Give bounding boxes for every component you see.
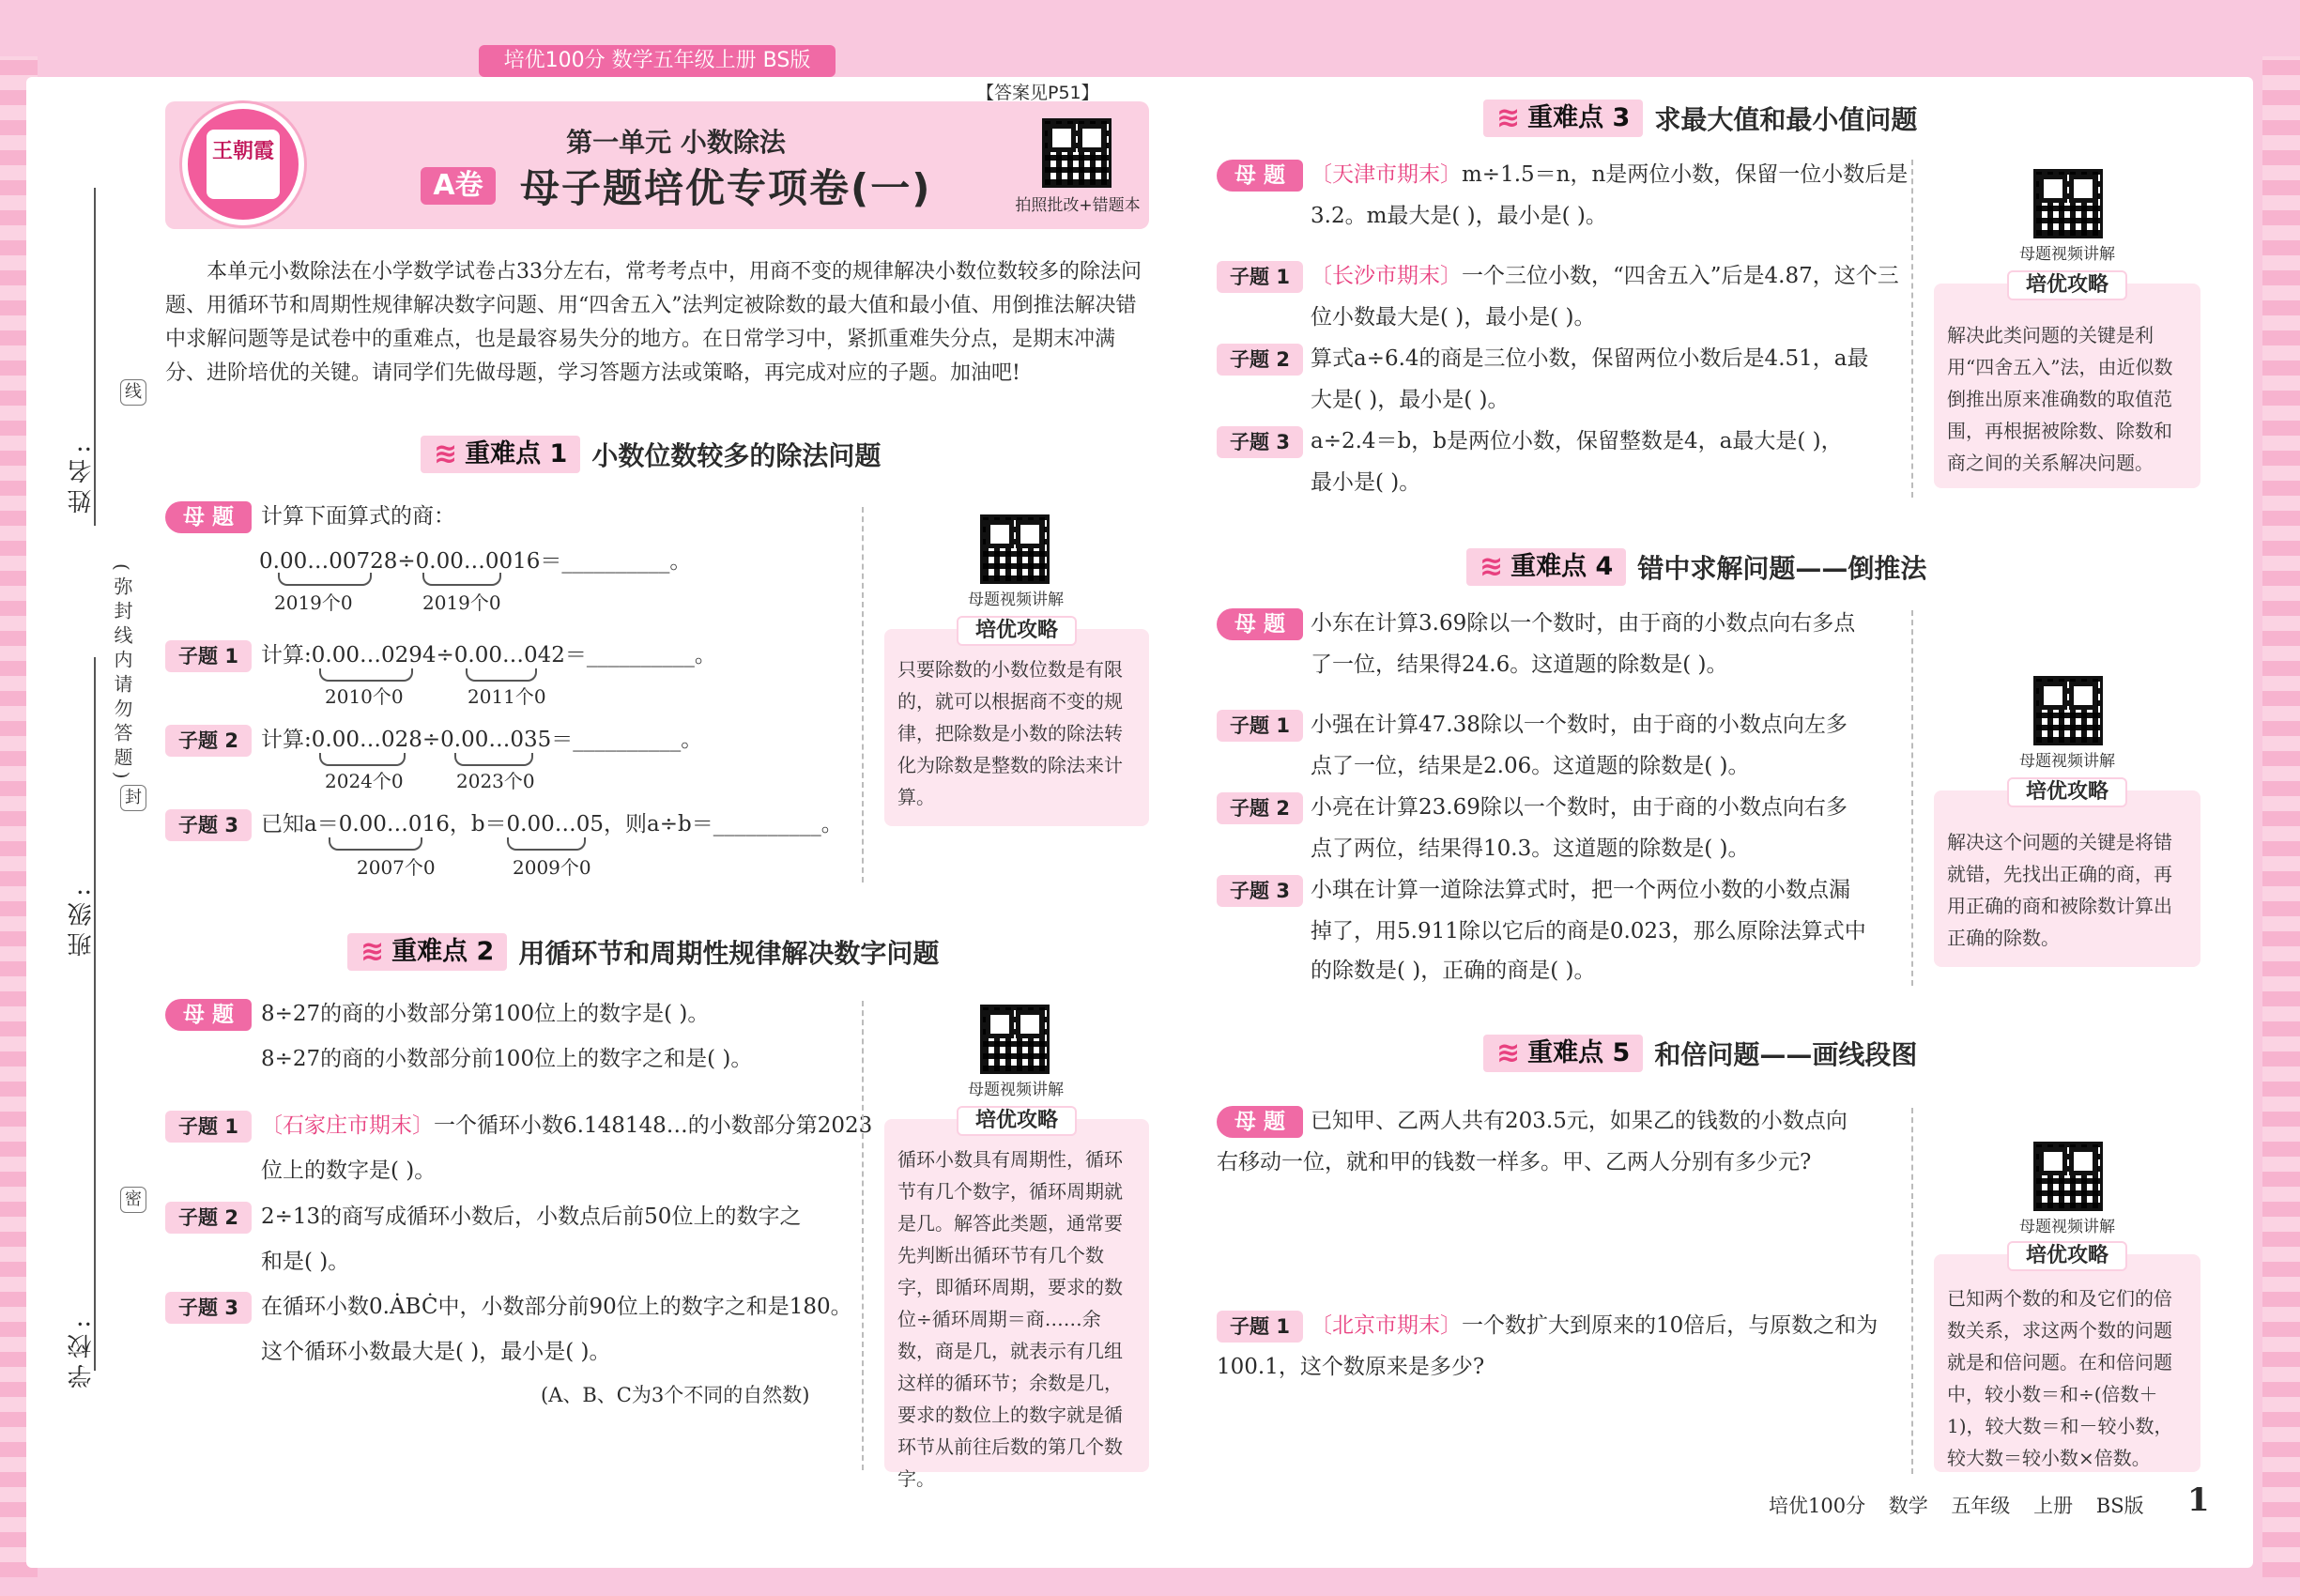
answer-reference: 【答案见P51】: [976, 83, 1099, 103]
tip-title: 培优攻略: [2007, 777, 2127, 807]
section-title: 错中求解问题——倒推法: [1637, 553, 1927, 584]
brace: [466, 668, 537, 682]
qr-code-icon[interactable]: [2033, 169, 2103, 238]
qr-code-icon[interactable]: [980, 1005, 1050, 1074]
child-tag-2: 子题 2: [1217, 344, 1303, 376]
s4-mother-line2: 了一位，结果得24.6。这道题的除数是( )。: [1311, 652, 1728, 677]
child-tag-1: 子题 1: [1217, 710, 1303, 742]
s2-child3-line1: 在循环小数0.ȦBĊ中，小数部分前90位上的数字之和是180。: [261, 1295, 852, 1319]
seal-warning: (弥封线内请勿答题): [111, 563, 133, 785]
s2-mother-line1: 8÷27的商的小数部分第100位上的数字是( )。: [261, 1002, 710, 1026]
tip-box: [1934, 780, 2200, 967]
section-title: 小数位数较多的除法问题: [591, 440, 882, 471]
brace: [278, 573, 372, 586]
wave-icon: ≋: [1496, 1036, 1521, 1069]
unit-title: 第一单元 小数除法: [566, 127, 786, 158]
qr-code-icon[interactable]: [2033, 676, 2103, 745]
child-tag-1: 子题 1: [1217, 261, 1303, 293]
s4-child3-line3: 的除数是( )，正确的商是( )。: [1311, 959, 1596, 983]
name-label: 姓名:: [68, 439, 96, 514]
s5-mother-line2: 右移动一位，就和甲的钱数一样多。甲、乙两人分别有多少元?: [1217, 1150, 1812, 1174]
count-label: 2019个0: [274, 591, 353, 614]
brace: [422, 573, 501, 586]
s5-child1-line2: 100.1，这个数原来是多少?: [1217, 1355, 1485, 1379]
divider: [1911, 1108, 1913, 1474]
source-tag: 〔长沙市期末〕: [1311, 264, 1462, 288]
tip-title: 培优攻略: [957, 1106, 1077, 1136]
s5-mother-line1: 已知甲、乙两人共有203.5元，如果乙的钱数的小数点向: [1311, 1109, 1848, 1133]
brace: [507, 837, 586, 851]
tip-box: [1934, 273, 2200, 488]
child-tag-3: 子题 3: [1217, 875, 1303, 907]
s4-mother-line1: 小东在计算3.69除以一个数时，由于商的小数点向右多点: [1311, 611, 1856, 636]
secret-mark: 密: [120, 1187, 146, 1213]
count-label: 2010个0: [325, 685, 404, 708]
section-badge: ≋ 重难点 2: [347, 933, 507, 971]
wave-icon: ≋: [434, 437, 458, 470]
section-2-header: [347, 933, 939, 971]
brace: [319, 668, 413, 682]
mother-tag: 母 题: [1217, 1106, 1303, 1138]
s3-child2-line1: 算式a÷6.4的商是三位小数，保留两位小数后是4.51，a最: [1311, 346, 1869, 371]
child-tag-3: 子题 3: [165, 809, 252, 841]
s2-mother-line2: 8÷27的商的小数部分前100位上的数字之和是( )。: [261, 1047, 753, 1071]
s4-child1-line1: 小强在计算47.38除以一个数时，由于商的小数点向左多: [1311, 713, 1848, 737]
section-badge: ≋ 重难点 1: [421, 436, 580, 473]
source-tag: 〔北京市期末〕: [1311, 1313, 1462, 1338]
s5-child1-line1: 〔北京市期末〕一个数扩大到原来的10倍后，与原数之和为: [1311, 1313, 1878, 1338]
s2-child2-line2: 和是( )。: [261, 1250, 350, 1274]
source-tag: 〔天津市期末〕: [1311, 162, 1462, 187]
child-tag-3: 子题 3: [165, 1292, 252, 1324]
section-5-header: [1483, 1035, 1917, 1072]
tip-box: [1934, 1244, 2200, 1472]
qr-caption: 拍照批改+错题本: [1015, 196, 1141, 215]
section-badge: ≋ 重难点 3: [1483, 100, 1643, 137]
mother-tag: 母 题: [1217, 160, 1303, 192]
qr-caption: 母题视频讲解: [2019, 1218, 2115, 1236]
section-1-header: [421, 436, 881, 473]
count-label: 2023个0: [456, 770, 535, 792]
count-label: 2009个0: [513, 856, 591, 879]
s4-child2-line1: 小亮在计算23.69除以一个数时，由于商的小数点向右多: [1311, 795, 1848, 820]
brace: [454, 753, 533, 766]
divider: [1911, 160, 1913, 498]
tip-title: 培优攻略: [957, 616, 1077, 646]
tip-title: 培优攻略: [2007, 270, 2127, 300]
divider: [1911, 610, 1913, 986]
paper-badge: A卷: [421, 167, 496, 205]
s1-child2: 计算:0.00…028÷0.00…035＝__________。: [261, 728, 703, 752]
count-label: 2011个0: [468, 685, 546, 708]
qr-code-icon[interactable]: [2033, 1142, 2103, 1211]
s3-child2-line2: 大是( )，最小是( )。: [1311, 388, 1510, 412]
qr-code-icon[interactable]: [1042, 118, 1112, 188]
child-tag-3: 子题 3: [1217, 426, 1303, 458]
count-label: 2019个0: [422, 591, 501, 614]
s2-child3-line2: 这个循环小数最大是( )，最小是( )。: [261, 1340, 611, 1364]
page-footer: 培优100分 数学 五年级 上册 BS版: [1769, 1495, 2144, 1517]
qr-caption: 母题视频讲解: [2019, 245, 2115, 264]
logo-text: 王朝霞: [207, 130, 280, 199]
qr-caption: 母题视频讲解: [968, 1081, 1064, 1099]
s3-child3-line1: a÷2.4＝b，b是两位小数，保留整数是4，a最大是( )，: [1311, 429, 1843, 453]
section-badge: ≋ 重难点 4: [1466, 548, 1626, 586]
wave-icon: ≋: [1480, 550, 1504, 583]
source-tag: 〔石家庄市期末〕: [261, 1113, 434, 1138]
s3-child3-line2: 最小是( )。: [1311, 470, 1421, 495]
s3-child1-line1: 〔长沙市期末〕一个三位小数，“四舍五入”后是4.87，这个三: [1311, 264, 1899, 288]
tip-text: 只要除数的小数位数是有限的，就可以根据商不变的规律，把除数是小数的除法转化为除数是整数的除法来计算。: [897, 658, 1123, 808]
wave-icon: ≋: [1496, 101, 1521, 134]
mother-tag: 母 题: [165, 501, 252, 533]
top-tag: 培优100分 数学五年级上册 BS版: [479, 45, 836, 77]
page-title: 母子题培优专项卷(一): [520, 165, 932, 211]
top-band: [0, 0, 2300, 73]
seal-mark: 封: [120, 785, 146, 811]
child-tag-2: 子题 2: [165, 725, 252, 757]
s4-child2-line2: 点了两位，结果得10.3。这道题的除数是( )。: [1311, 836, 1750, 861]
qr-caption: 母题视频讲解: [968, 591, 1064, 609]
brand-logo: [182, 103, 304, 225]
tip-text: 已知两个数的和及它们的倍数关系，求这两个数的问题就是和倍问题。在和倍问题中，较小数＝和÷(倍数＋1)，较大数＝和－较小数，较大数＝较小数×倍数。: [1947, 1287, 2173, 1469]
brace: [329, 837, 422, 851]
tip-text: 解决此类问题的关键是利用“四舍五入”法，由近似数倒推出原来准确数的取值范围，再根据被除数、除数和商之间的关系解决问题。: [1947, 324, 2173, 474]
section-title: 用循环节和周期性规律解决数字问题: [518, 938, 940, 969]
s1-mother-line2: 0.00…00728÷0.00…0016＝__________。: [259, 549, 692, 574]
child-tag-1: 子题 1: [1217, 1311, 1303, 1343]
s3-child1-line2: 位小数最大是( )，最小是( )。: [1311, 305, 1596, 330]
count-label: 2024个0: [325, 770, 404, 792]
child-tag-1: 子题 1: [165, 1111, 252, 1143]
qr-code-icon[interactable]: [980, 514, 1050, 584]
s3-mother-line2: 3.2。m最大是( )，最小是( )。: [1311, 204, 1607, 228]
count-label: 2007个0: [357, 856, 436, 879]
s2-child1-line2: 位上的数字是( )。: [261, 1159, 437, 1183]
class-label: 班级:: [68, 882, 96, 957]
s2-child3-note: (A、B、C为3个不同的自然数): [541, 1384, 810, 1406]
sidebar-line: [94, 657, 96, 1371]
s2-child2-line1: 2÷13的商写成循环小数后，小数点后前50位上的数字之: [261, 1205, 802, 1229]
tip-title: 培优攻略: [2007, 1241, 2127, 1271]
child-tag-1: 子题 1: [165, 640, 252, 672]
page-number: 1: [2187, 1481, 2210, 1519]
child-tag-2: 子题 2: [165, 1202, 252, 1234]
qr-caption: 母题视频讲解: [2019, 752, 2115, 771]
divider: [862, 1001, 864, 1470]
mother-tag: 母 题: [1217, 608, 1303, 640]
s1-mother-line1: 计算下面算式的商：: [261, 504, 455, 529]
s1-child3: 已知a＝0.00…016，b＝0.00…05，则a÷b＝__________。: [261, 812, 843, 836]
s4-child1-line2: 点了一位，结果是2.06。这道题的除数是( )。: [1311, 754, 1750, 778]
tip-text: 解决这个问题的关键是将错就错，先找出正确的商，再用正确的商和被除数计算出正确的除数。: [1947, 831, 2172, 949]
section-3-header: [1483, 100, 1917, 137]
section-title: 和倍问题——画线段图: [1654, 1039, 1918, 1070]
brace: [319, 753, 406, 766]
s4-child3-line2: 掉了，用5.911除以它后的商是0.023，那么原除法算式中: [1311, 919, 1866, 944]
intro-paragraph: 本单元小数除法在小学数学试卷占33分左右，常考考点中，用商不变的规律解决小数位数较多的除法问题、用循环节和周期性规律解决数字问题、用“四舍五入”法判定被除数的最大值和最小值、用倒推法解决错中求解问题等是试卷中的重难点，也是最容易失分的地方。在日常学习中，紧抓重难失分点，是期末冲满分、进阶培优的关键。请同学们先做母题，学习答题方法或策略，再完成对应的子题。加油吧!: [165, 260, 1142, 385]
tip-box: [884, 1109, 1149, 1490]
s4-child3-line1: 小琪在计算一道除法算式时，把一个两位小数的小数点漏: [1311, 878, 1850, 902]
s3-mother-line1: 〔天津市期末〕m÷1.5＝n，n是两位小数，保留一位小数后是: [1311, 162, 1909, 187]
line-mark: 线: [120, 379, 146, 406]
child-tag-2: 子题 2: [1217, 792, 1303, 824]
mother-tag: 母 题: [165, 999, 252, 1031]
section-title: 求最大值和最小值问题: [1654, 104, 1918, 135]
wave-icon: ≋: [360, 935, 385, 968]
s1-child1: 计算:0.00…0294÷0.00…042＝__________。: [261, 643, 716, 668]
right-border: [2262, 56, 2300, 1577]
s2-child1-line1: 〔石家庄市期末〕一个循环小数6.148148…的小数部分第2023: [261, 1113, 873, 1138]
school-label: 学校:: [68, 1314, 96, 1389]
tip-box: [884, 619, 1149, 826]
tip-text: 循环小数具有周期性，循环节有几个数字，循环周期就是几。解答此类题，通常要先判断出循环节有几个数字，即循环周期，要求的数位÷循环周期＝商……余数，商是几，就表示有几组这样的循环节；余数是几，要求的数位上的数字就是循环节从前往后数的第几个数字。: [897, 1148, 1123, 1490]
divider: [862, 507, 864, 882]
section-badge: ≋ 重难点 5: [1483, 1035, 1643, 1072]
section-4-header: [1466, 548, 1926, 586]
